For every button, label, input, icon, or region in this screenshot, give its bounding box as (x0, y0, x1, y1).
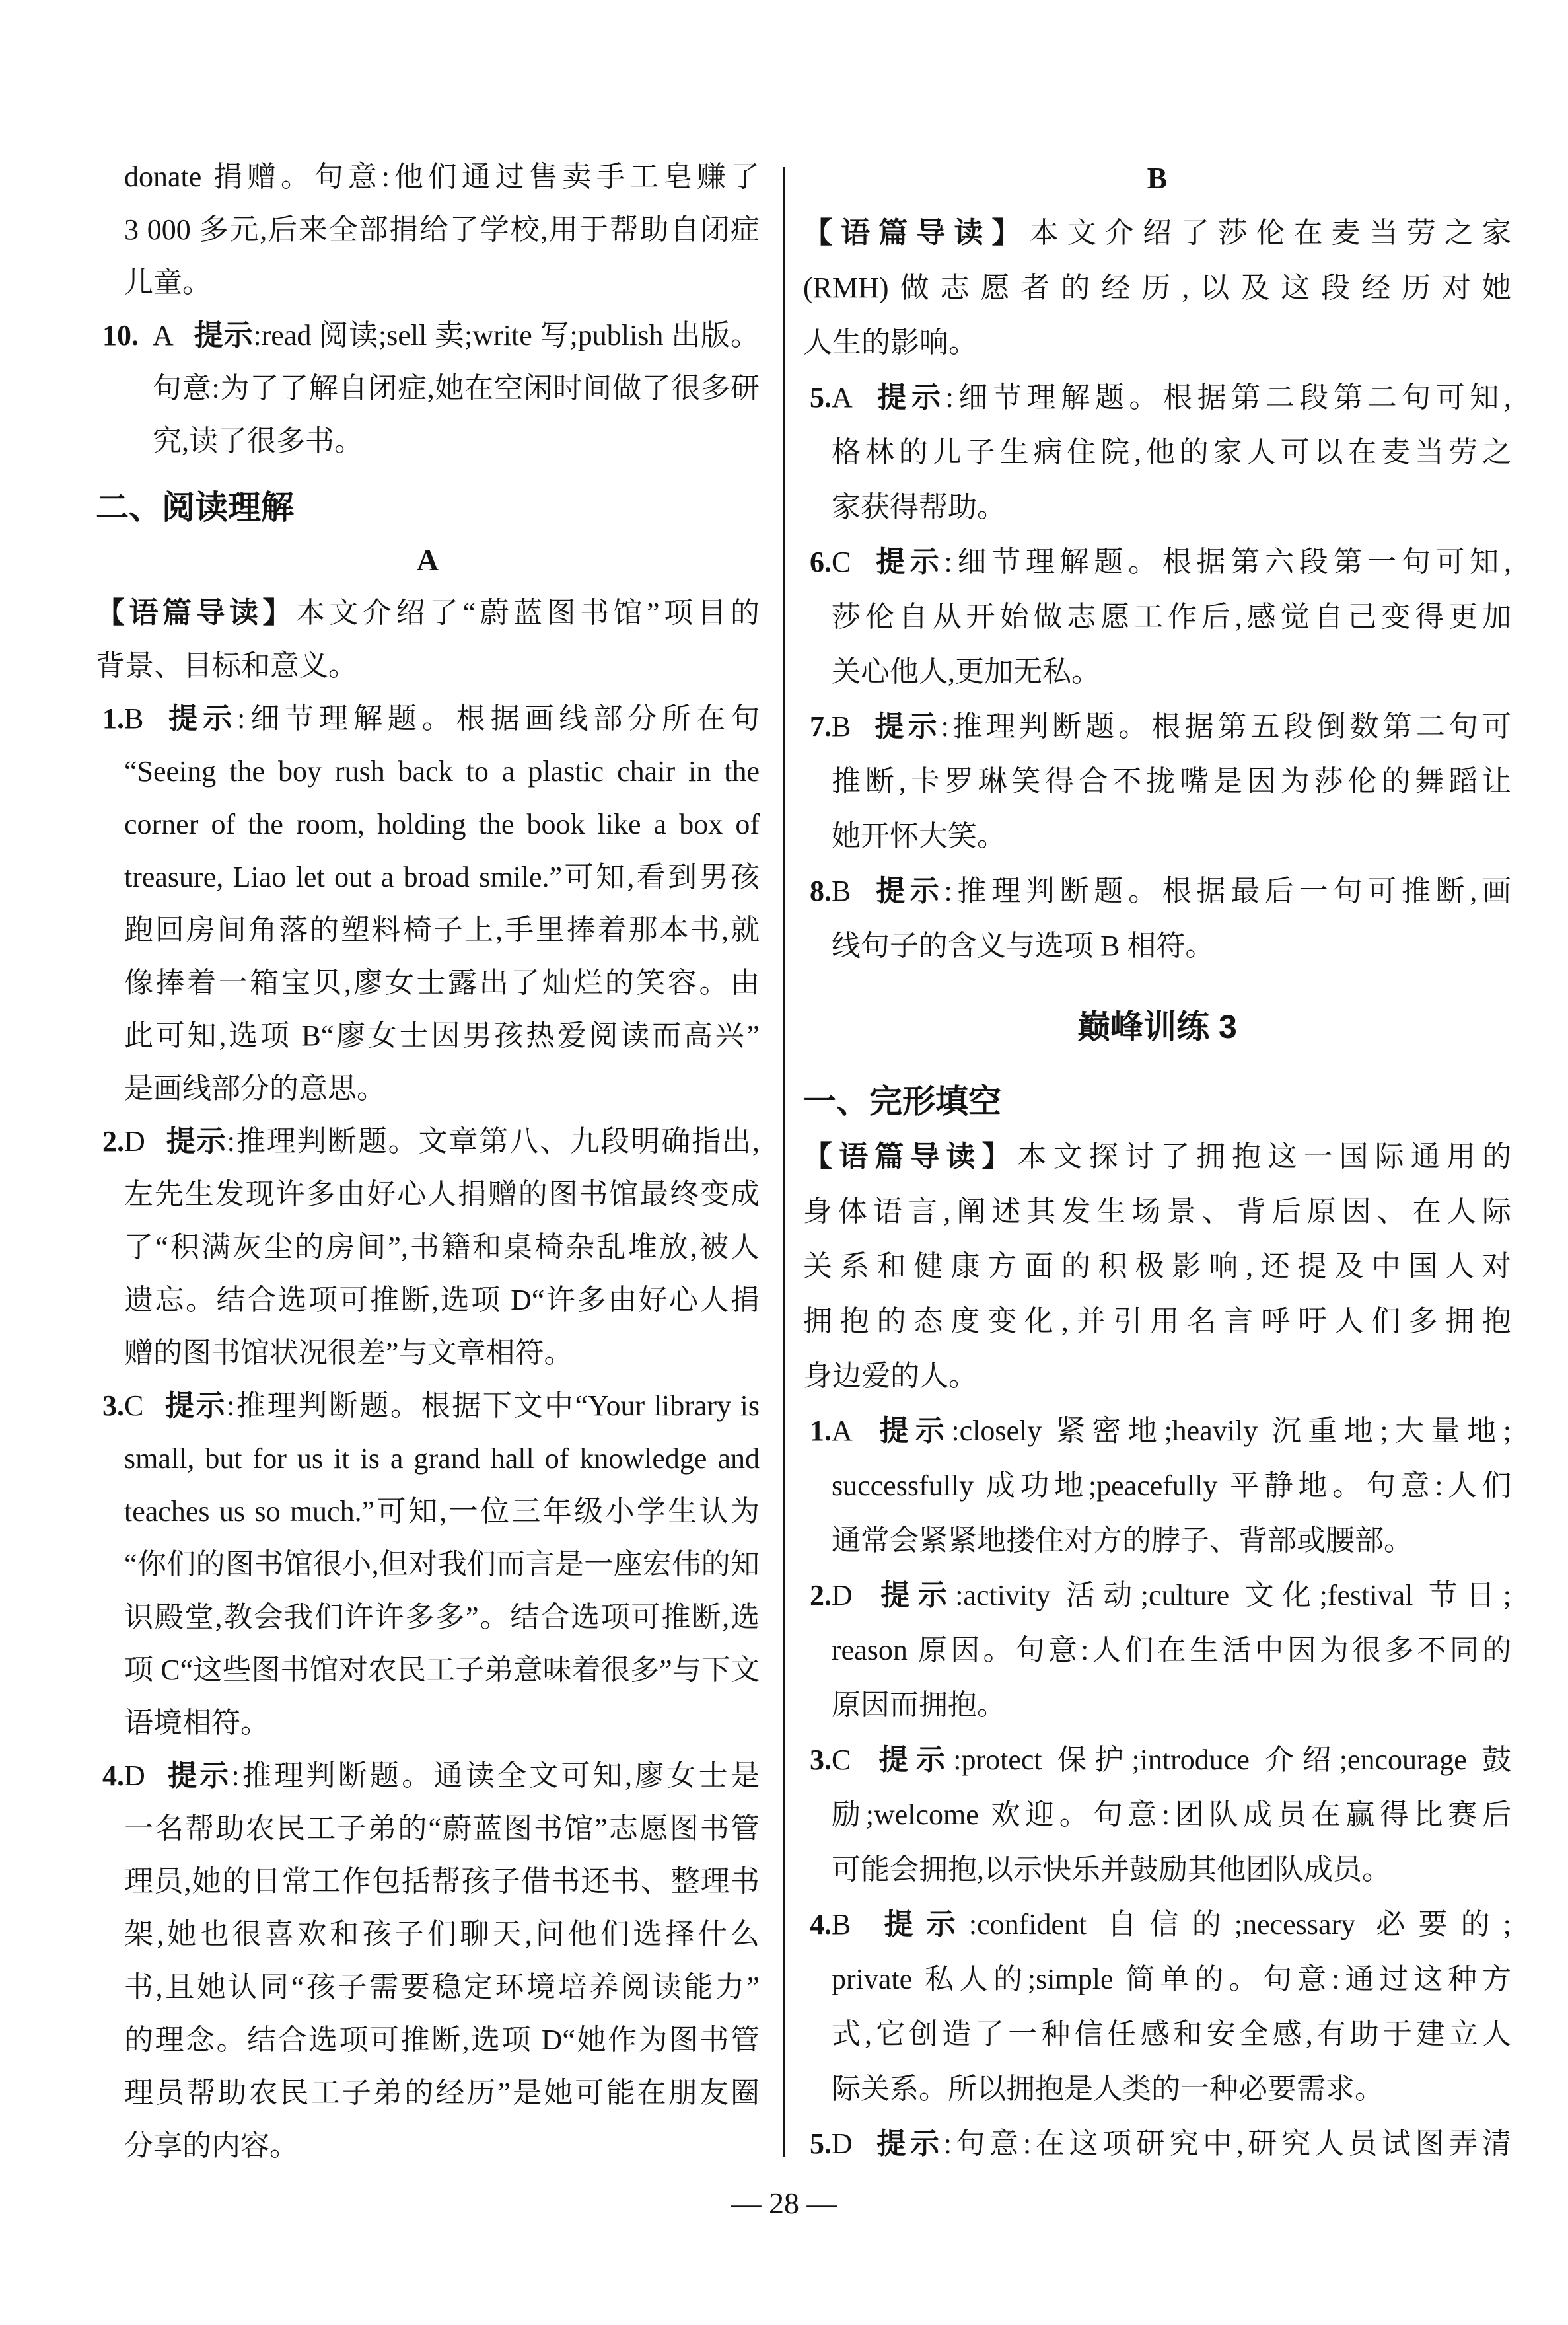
item-number: 8. (810, 875, 832, 907)
line-text: 理员,她的日常工作包括帮孩子借书还书、整理书 (124, 1865, 760, 1898)
item-number: 1. (810, 1415, 832, 1447)
line-text: :细节理解题。根据第六段第一句可知, (944, 546, 1511, 578)
hint-label: 提示 (163, 1389, 227, 1422)
hint-label: 提示 (871, 875, 944, 907)
line-text: 家获得帮助。 (832, 491, 1006, 523)
page-number: — 28 — (731, 2186, 837, 2220)
answer-letter: C (832, 546, 851, 578)
line-text: 分享的内容。 (124, 2129, 299, 2162)
item-line (96, 2014, 760, 2067)
item-line (96, 1591, 760, 1644)
item-line (803, 1623, 1511, 1678)
item-line (96, 957, 760, 1010)
line-text: 赠的图书馆状况很差”与文章相符。 (124, 1337, 573, 1369)
line-text: 人生的影响。 (803, 326, 978, 359)
line-text: :推理判断题。根据最后一句可推断,画 (944, 875, 1511, 907)
intro-label: 【语篇导读】 (803, 1140, 1018, 1173)
line-text: 句意:为了了解自闭症,她在空闲时间做了很多研 (153, 372, 760, 404)
item-line (96, 1485, 760, 1538)
item-line (96, 2067, 760, 2120)
line-text: (RMH)做志愿者的经历,以及这段经历对她 (803, 272, 1511, 304)
line-text: 遗忘。结合选项可推断,选项 D“许多由好心人捐 (124, 1284, 760, 1316)
line-text: :推理判断题。文章第八、九段明确指出, (227, 1125, 760, 1158)
answer-letter: C (832, 1744, 851, 1776)
intro-label: 【语篇导读】 (803, 217, 1030, 249)
intro-line (803, 315, 1511, 370)
hint-label: 提示 (872, 2127, 944, 2160)
intro-line (803, 1239, 1511, 1294)
item-line (803, 535, 1511, 589)
item-line (96, 1010, 760, 1062)
item-line (803, 1513, 1511, 1568)
answer-letter: D (124, 1125, 145, 1158)
line-text: 究,读了很多书。 (153, 425, 363, 457)
hint-label: 提示 (871, 1908, 969, 1940)
item-number: 1. (102, 702, 124, 735)
answer-letter: D (832, 1579, 853, 1611)
item-line (803, 699, 1511, 754)
column-divider (783, 167, 785, 2157)
continuation-line (96, 203, 760, 256)
item-number: 3. (102, 1389, 124, 1422)
line-text: 是画线部分的意思。 (124, 1072, 386, 1105)
item-line (96, 1221, 760, 1274)
line-text: :细节理解题。根据第二段第二句可知, (945, 381, 1512, 414)
left-column (96, 151, 760, 2172)
line-text: 关系和健康方面的积极影响,还提及中国人对 (803, 1250, 1511, 1282)
hint-label: 提示 (871, 546, 944, 578)
line-text: reason 原因。句意:人们在生活中因为很多不同的 (832, 1634, 1511, 1666)
answer-letter: C (124, 1389, 144, 1422)
line-text: :closely 紧密地;heavily 沉重地;大量地; (951, 1415, 1511, 1447)
intro-line (803, 1129, 1511, 1184)
hint-label: 提示 (163, 702, 238, 735)
item-line (803, 754, 1511, 809)
item-line (96, 1961, 760, 2014)
item-line (803, 480, 1511, 535)
line-text: 式,它创造了一种信任感和安全感,有助于建立人 (832, 2018, 1511, 2050)
line-text: teaches us so much.”可知,一位三年级小学生认为 (124, 1495, 760, 1528)
item-number: 10. (102, 319, 139, 351)
line-text: 可能会拥抱,以示快乐并鼓励其他团队成员。 (832, 1853, 1391, 1886)
item-number: 3. (810, 1744, 832, 1776)
line-text: 本文探讨了拥抱这一国际通用的 (1017, 1140, 1512, 1173)
item-line (803, 864, 1511, 918)
item-line (96, 1168, 760, 1221)
line-text: 身体语言,阐述其发生场景、背后原因、在人际 (803, 1195, 1511, 1228)
line-text: :read 阅读;sell 卖;write 写;publish 出版。 (253, 319, 760, 351)
answer-letter: A (832, 381, 853, 414)
hint-label: 提示 (164, 1125, 227, 1158)
item-number: 7. (810, 710, 832, 743)
item-line (803, 1952, 1511, 2007)
line-text: 项 C“这些图书馆对农民工子弟意味着很多”与下文 (124, 1654, 760, 1686)
item-line (96, 851, 760, 904)
item-number: 4. (102, 1759, 124, 1792)
hint-label: 提示 (872, 381, 946, 414)
line-text: treasure, Liao let out a broad smile.”可知,看到男孩 (124, 861, 760, 893)
line-text: 架,她也很喜欢和孩子们聊天,问他们选择什么 (124, 1918, 760, 1950)
answer-letter: B (832, 710, 851, 743)
line-text: 线句子的含义与选项 B 相符。 (832, 930, 1215, 962)
answer-letter: D (124, 1759, 145, 1792)
section-heading: 二、阅读理解 (96, 489, 294, 526)
answer-letter: B (124, 702, 144, 735)
item-line (96, 1697, 760, 1750)
intro-line (803, 260, 1511, 315)
intro-line (803, 1348, 1511, 1403)
line-text: 3 000 多元,后来全部捐给了学校,用于帮助自闭症 (124, 213, 760, 246)
page-footer (0, 2180, 1568, 2227)
line-text: 的理念。结合选项可推断,选项 D“她作为图书管 (124, 2024, 760, 2056)
intro-line (96, 640, 760, 692)
line-text: 一名帮助农民工子弟的“蔚蓝图书馆”志愿图书管 (124, 1812, 760, 1845)
line-text: 通常会紧紧地搂住对方的脖子、背部或腰部。 (832, 1524, 1413, 1557)
line-text: 关心他人,更加无私。 (832, 655, 1100, 688)
continuation-line (96, 256, 760, 309)
line-text: :推理判断题。通读全文可知,廖女士是 (231, 1759, 760, 1792)
item-number: 5. (810, 381, 832, 414)
hint-label: 提示 (193, 319, 254, 351)
line-text: 莎伦自从开始做志愿工作后,感觉自己变得更加 (832, 601, 1511, 633)
line-text: 左先生发现许多由好心人捐赠的图书馆最终变成 (124, 1178, 760, 1210)
intro-label: 【语篇导读】 (96, 597, 296, 629)
item-line (803, 1403, 1511, 1458)
line-text: 推断,卡罗琳笑得合不拢嘴是因为莎伦的舞蹈让 (832, 765, 1511, 797)
item-line (96, 1908, 760, 1961)
passage-heading: A (416, 543, 439, 577)
item-line (96, 1750, 760, 1802)
item-number: 2. (102, 1125, 124, 1158)
hint-label: 提示 (871, 1744, 954, 1776)
line-text: :confident 自信的;necessary 必要的; (968, 1908, 1512, 1940)
item-number: 2. (810, 1579, 832, 1611)
item-line (96, 904, 760, 957)
item-line (803, 2116, 1511, 2171)
item-line (96, 1432, 760, 1485)
item-line (96, 745, 760, 798)
intro-line (803, 205, 1511, 260)
hint-label: 提示 (871, 710, 941, 743)
line-text: “你们的图书馆很小,但对我们而言是一座宏伟的知 (124, 1548, 760, 1580)
answer-letter: B (832, 875, 851, 907)
line-text: :推理判断题。根据下文中“Your library is (227, 1389, 760, 1422)
line-text: corner of the room, holding the book like a box of (124, 808, 760, 840)
line-text: 本文介绍了莎伦在麦当劳之家 (1029, 217, 1512, 249)
line-text: 识殿堂,教会我们许许多多”。结合选项可推断,选 (124, 1601, 760, 1633)
item-line (803, 644, 1511, 699)
item-line (803, 1787, 1511, 1842)
item-number: 6. (810, 546, 832, 578)
intro-line (803, 1184, 1511, 1239)
line-text: 原因而拥抱。 (832, 1689, 1006, 1721)
intro-line (96, 587, 760, 640)
line-text: :activity 活动;culture 文化;festival 节日; (955, 1579, 1511, 1611)
line-text: successfully 成功地;peacefully 平静地。句意:人们 (832, 1469, 1511, 1502)
intro-line (803, 1294, 1511, 1348)
item-line (803, 918, 1511, 973)
line-text: 书,且她认同“孩子需要稳定环境培养阅读能力” (124, 1971, 760, 2003)
line-text: “Seeing the boy rush back to a plastic chair in the (124, 755, 760, 788)
hint-label: 提示 (872, 1415, 952, 1447)
item-line (96, 1538, 760, 1591)
item-line (803, 2007, 1511, 2061)
item-line (96, 362, 760, 415)
item-line (803, 589, 1511, 644)
line-text: 背景、目标和意义。 (96, 649, 357, 682)
line-text: 拥抱的态度变化,并引用名言呼吁人们多拥抱 (803, 1305, 1511, 1337)
answer-letter: B (832, 1908, 851, 1940)
right-column (803, 151, 1511, 2171)
line-text: :protect 保护;introduce 介绍;encourage 鼓 (953, 1744, 1512, 1776)
item-line (803, 1678, 1511, 1732)
item-line (96, 1062, 760, 1115)
item-line (96, 309, 760, 362)
item-line (803, 2061, 1511, 2116)
item-line (803, 1458, 1511, 1513)
line-text: 像捧着一箱宝贝,廖女士露出了灿烂的笑容。由 (124, 967, 760, 999)
line-text: :细节理解题。根据画线部分所在句 (237, 702, 760, 735)
line-text: 她开怀大笑。 (832, 820, 1006, 852)
line-text: 语境相符。 (124, 1707, 269, 1739)
line-text: 此可知,选项 B“廖女士因男孩热爱阅读而高兴” (124, 1019, 760, 1052)
line-text: 际关系。所以拥抱是人类的一种必要需求。 (832, 2073, 1384, 2105)
item-line (803, 1897, 1511, 1952)
item-line (96, 1327, 760, 1380)
item-line (96, 1274, 760, 1327)
training-heading: 巅峰训练 3 (1077, 1008, 1237, 1045)
line-text: 跑回房间角落的塑料椅子上,手里捧着那本书,就 (124, 914, 760, 946)
hint-label: 提示 (164, 1759, 232, 1792)
item-number: 4. (810, 1908, 832, 1940)
line-text: :句意:在这项研究中,研究人员试图弄清 (943, 2127, 1511, 2160)
continuation-line (96, 151, 760, 203)
item-line (803, 1568, 1511, 1623)
item-line (803, 370, 1511, 425)
section-heading: 一、完形填空 (803, 1083, 1001, 1120)
line-text: donate 捐赠。句意:他们通过售卖手工皂赚了 (124, 161, 760, 193)
item-line (96, 1802, 760, 1855)
line-text: 励;welcome 欢迎。句意:团队成员在赢得比赛后 (832, 1798, 1511, 1831)
item-line (803, 425, 1511, 480)
item-line (803, 1842, 1511, 1897)
line-text: 了“积满灰尘的房间”,书籍和桌椅杂乱堆放,被人 (124, 1231, 760, 1263)
line-text: 格林的儿子生病住院,他的家人可以在麦当劳之 (832, 436, 1511, 468)
item-line (96, 692, 760, 745)
item-line (96, 1855, 760, 1908)
item-line (803, 1732, 1511, 1787)
item-line (96, 1380, 760, 1432)
item-line (803, 809, 1511, 864)
item-line (96, 1644, 760, 1697)
item-line (96, 2120, 760, 2172)
line-text: 儿童。 (124, 266, 211, 299)
line-text: private 私人的;simple 简单的。句意:通过这种方 (832, 1963, 1511, 1995)
answer-letter: A (153, 319, 174, 351)
line-text: 本文介绍了“蔚蓝图书馆”项目的 (295, 597, 760, 629)
line-text: 理员帮助农民工子弟的经历”是她可能在朋友圈 (124, 2077, 760, 2109)
line-text: :推理判断题。根据第五段倒数第二句可 (941, 710, 1511, 743)
item-line (96, 798, 760, 851)
line-text: 身边爱的人。 (803, 1360, 978, 1392)
answer-letter: D (832, 2127, 853, 2160)
hint-label: 提示 (872, 1579, 956, 1611)
item-number: 5. (810, 2127, 832, 2160)
item-line (96, 415, 760, 468)
answer-letter: A (832, 1415, 853, 1447)
item-line (96, 1115, 760, 1168)
passage-heading: B (1147, 161, 1168, 195)
line-text: small, but for us it is a grand hall of knowledge and (124, 1442, 760, 1475)
